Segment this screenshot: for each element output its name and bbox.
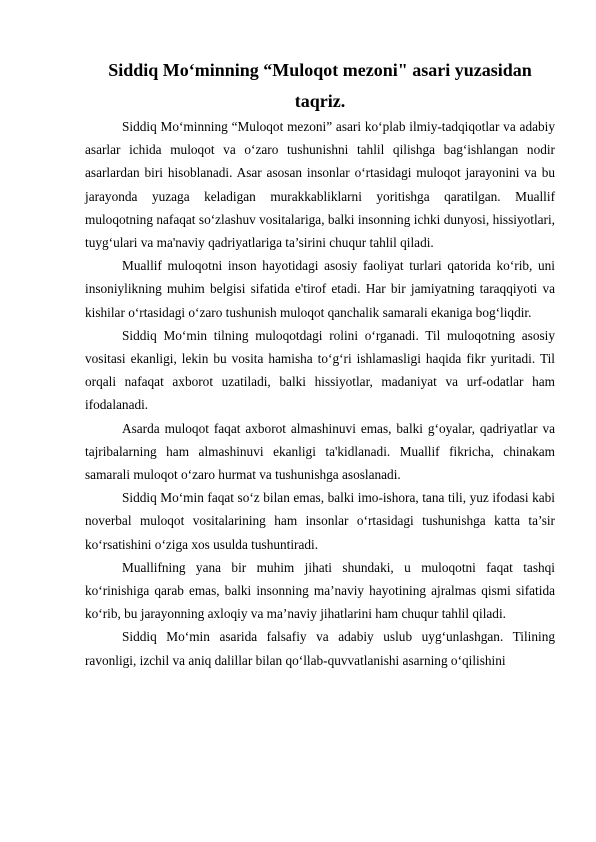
paragraph-6: Muallifning yana bir muhim jihati shundaki, u muloqotni faqat tashqi ko‘rinishiga qarab emas, balki insonning ma’naviy hayotining ajralmas qismi sifatida ko‘rib, bu jarayonning axloqiy va ma’naviy jihatlarini ham chuqur tahlil qiladi. [85, 559, 555, 622]
paragraph-3: Siddiq Mo‘min tilning muloqotdagi rolini o‘rganadi. Til muloqotning asosiy vositasi ekanligi, lekin bu vosita hamisha to‘g‘ri ishlamasligi haqida fikr yuritadi. Til orqali nafaqat axborot uzatiladi, balki hissiyotlar, madaniyat va urf-odatlar ham ifodalanadi. [85, 327, 555, 413]
paragraph-2: Muallif muloqotni inson hayotidagi asosiy faoliyat turlari qatorida ko‘rib, uni insoniylikning muhim belgisi sifatida e'tirof etadi. Har bir jamiyatning taraqqiyoti va kishilar o‘rtasidagi o‘zaro tushunish muloqot qanchalik samarali ekaniga bog‘liqdir. [85, 258, 555, 320]
paragraph-7: Siddiq Mo‘min asarida falsafiy va adabiy uslub uyg‘unlashgan. Tilining ravonligi, izchil va aniq dalillar bilan qo‘llab-quvvatlanishi asarning o‘qilishini [85, 629, 555, 668]
document-title: Siddiq Mo‘minning “Muloqot mezoni" asari yuzasidan taqriz. [108, 60, 532, 111]
document-page [85, 55, 555, 672]
paragraph-1: Siddiq Mo‘minning “Muloqot mezoni” asari ko‘plab ilmiy-tadqiqotlar va adabiy asarlar ichida muloqot va o‘zaro tushunishni tahlil qilishga bag‘ishlangan nodir asarlardan biri hisoblanadi. Asar asosan insonlar o‘rtasidagi muloqot jarayonini va bu jarayonda yuzaga keladigan murakkabliklarni yoritishga qaratilgan. Muallif muloqotning nafaqat so‘zlashuv vositalariga, balki insonning ichki dunyosi, hissiyotlari, tuyg‘ulari va ma'naviy qadriyatlariga ta’sirini chuqur tahlil qiladi. [85, 119, 555, 251]
paragraph-4: Asarda muloqot faqat axborot almashinuvi emas, balki g‘oyalar, qadriyatlar va tajribalarning ham almashinuvi ekanligi ta'kidlanadi. Muallif fikricha, chinakam samarali muloqot o‘zaro hurmat va tushunishga asoslanadi. [85, 420, 555, 483]
paragraph-5: Siddiq Mo‘min faqat so‘z bilan emas, balki imo-ishora, tana tili, yuz ifodasi kabi noverbal muloqot vositalarining ham insonlar o‘rtasidagi tushunishga katta ta’sir ko‘rsatishini o‘ziga xos usulda tushuntiradi. [85, 490, 555, 552]
